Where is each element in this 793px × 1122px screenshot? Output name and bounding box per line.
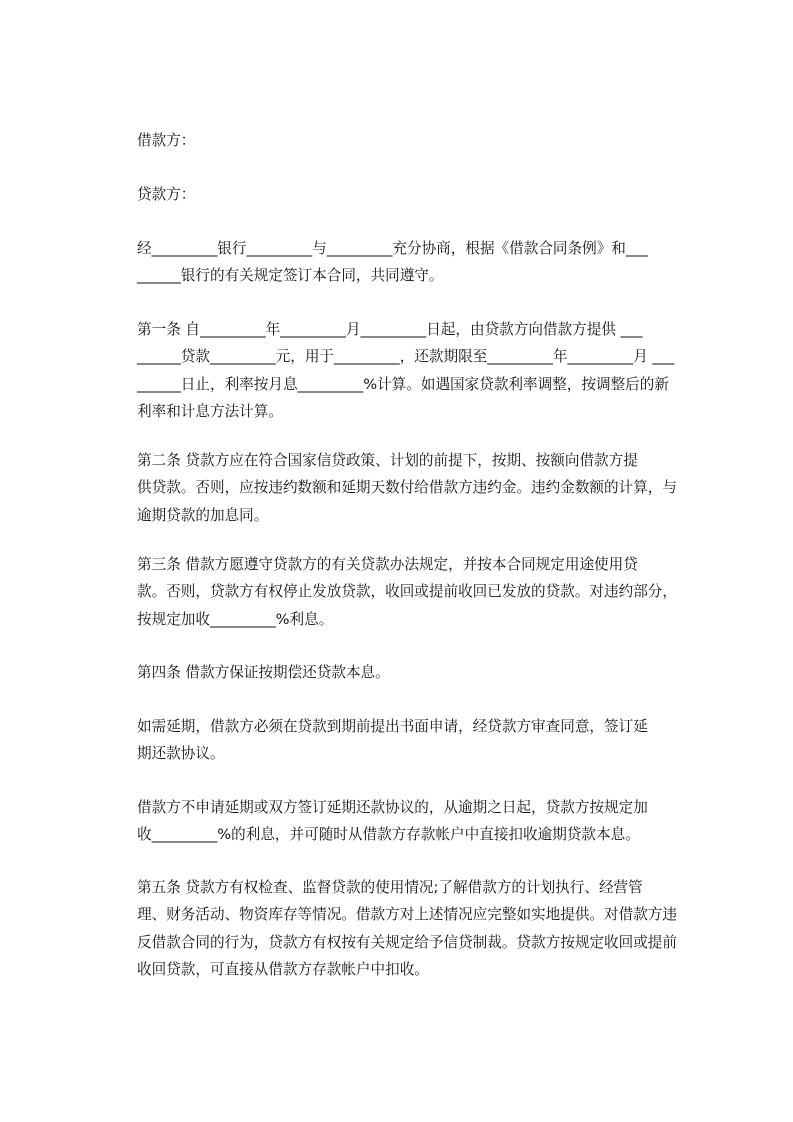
paragraph-line: 期还款协议。 — [137, 745, 225, 763]
lender-label-text: 贷款方： — [137, 186, 196, 203]
article-2-paragraph — [104, 447, 702, 529]
paragraph-line: 逾期贷款的加息同。 — [137, 506, 269, 524]
paragraph-line: 按规定加收_________%利息。 — [137, 610, 334, 628]
borrower-label-text: 借款方： — [137, 132, 196, 149]
paragraph-line: ______贷款_________元，用于_________，还款期限至_________年_________月 ___ — [137, 348, 675, 366]
paragraph-line: 第五条 贷款方有权检查、监督贷款的使用情况;了解借款方的计划执行、经营管 — [137, 879, 643, 896]
paragraph-line: 第三条 借款方愿遵守贷款方的有关贷款办法规定，并按本合同规定用途使用贷 — [137, 556, 638, 573]
paragraph-line: 款。否则，贷款方有权停止发放贷款，收回或提前收回已发放的贷款。对违约部分， — [137, 583, 677, 601]
paragraph-line: ______银行的有关规定签订本合同，共同遵守。 — [137, 267, 444, 285]
paragraph-line: 经_________银行_________与_________充分协商，根据《借款合同条例》和___ — [137, 240, 648, 257]
paragraph-line: 第四条 借款方保证按期偿还贷款本息。 — [137, 664, 390, 681]
paragraph-line: 收回贷款，可直接从借款方存款帐户中扣收。 — [137, 960, 429, 978]
borrower-label — [104, 127, 702, 154]
paragraph-line: 如需延期，借款方必须在贷款到期前提出书面申请，经贷款方审查同意，签订延 — [137, 718, 648, 735]
extension-paragraph — [104, 713, 702, 768]
paragraph-line: 反借款合同的行为，贷款方有权按有关规定给予信贷制裁。贷款方按规定收回或提前 — [137, 933, 677, 951]
paragraph-line: 收_________%的利息，并可随时从借款方存款帐户中直接扣收逾期贷款本息。 — [137, 826, 640, 844]
paragraph-line: 借款方不申请延期或双方签订延期还款协议的，从逾期之日起，贷款方按规定加 — [137, 799, 648, 816]
paragraph-line: ______日止，利率按月息_________%计算。如遇国家贷款利率调整，按调整后的新 — [137, 375, 669, 393]
intro-paragraph — [104, 235, 702, 290]
article-4-paragraph — [104, 659, 702, 686]
paragraph-line: 供贷款。否则，应按违约数额和延期天数付给借款方违约金。违约金数额的计算，与 — [137, 479, 677, 497]
paragraph-line: 利率和计息方法计算。 — [137, 402, 283, 420]
paragraph-line: 第一条 自_________年_________月_________日起，由贷款方向借款方提供 ___ — [137, 321, 643, 338]
overdue-paragraph — [104, 794, 702, 849]
paragraph-line: 第二条 贷款方应在符合国家信贷政策、计划的前提下，按期、按额向借款方提 — [137, 452, 638, 469]
article-5-paragraph — [104, 874, 702, 983]
article-3-paragraph — [104, 551, 702, 633]
lender-label — [104, 181, 702, 208]
article-1-paragraph — [104, 316, 702, 425]
paragraph-line: 理、财务活动、物资库存等情况。借款方对上述情况应完整如实地提供。对借款方违 — [137, 906, 677, 924]
